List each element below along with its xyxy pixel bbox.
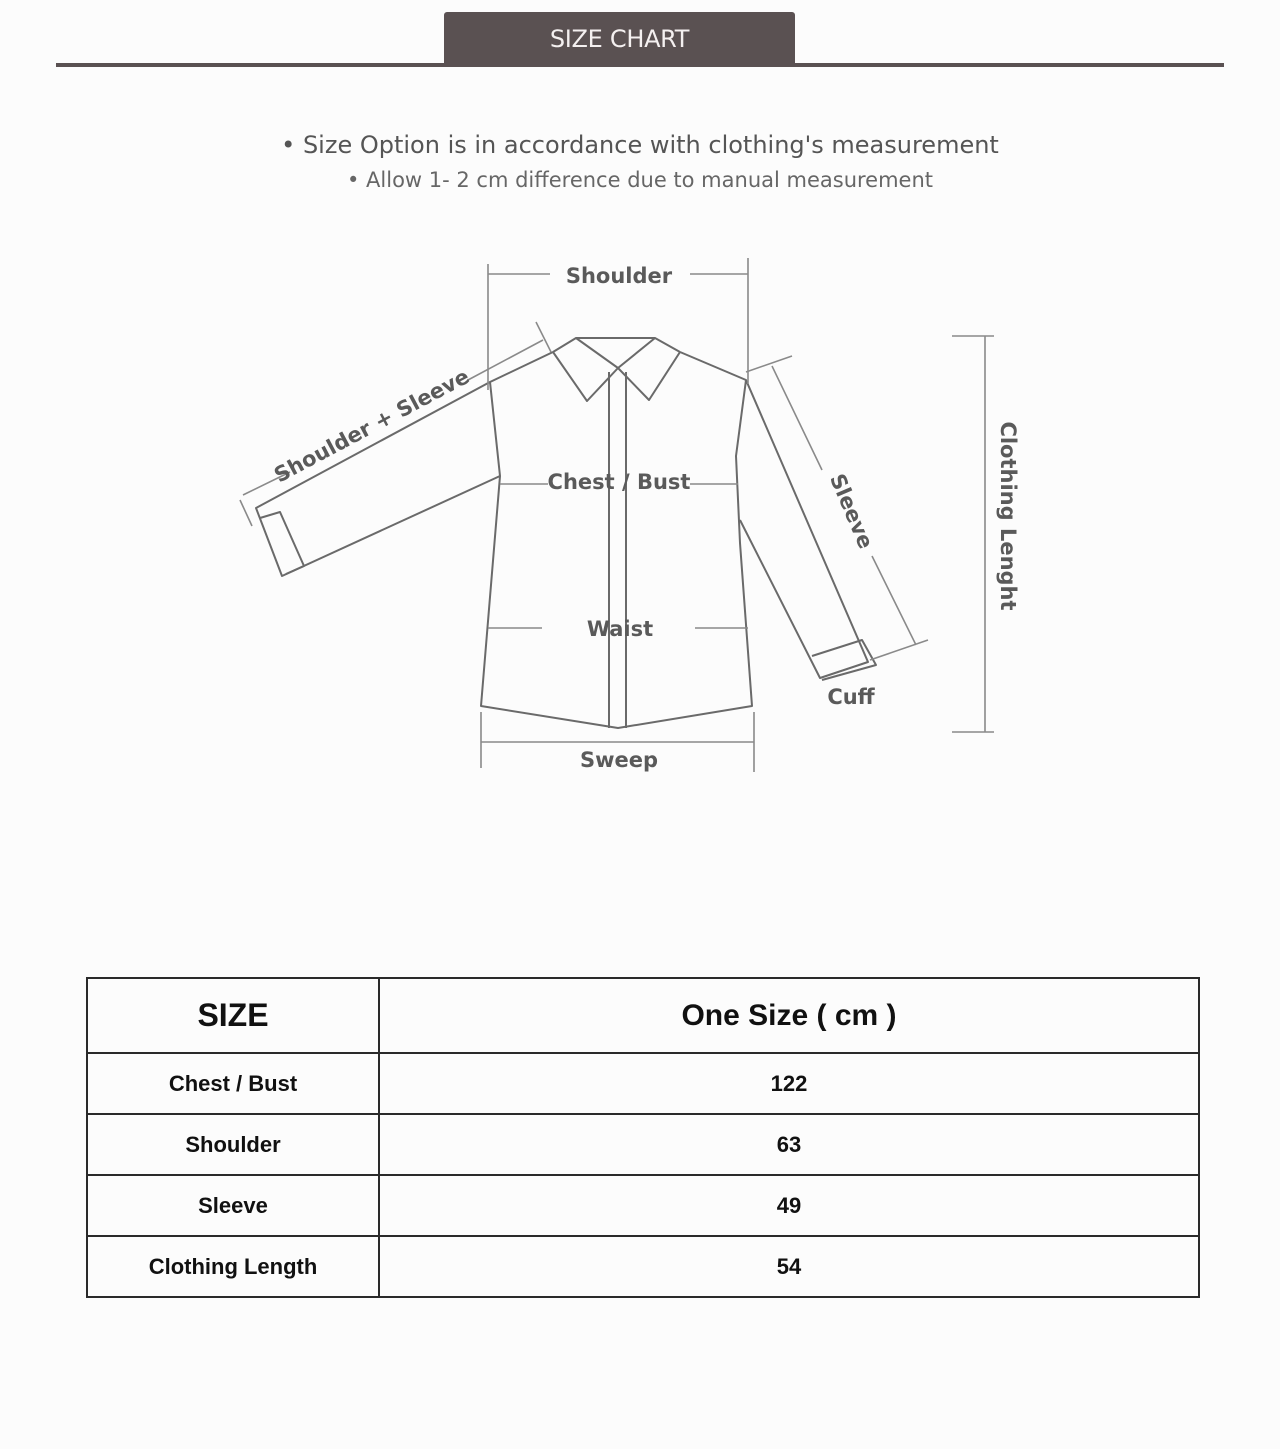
table-row: [87, 1053, 1199, 1114]
row-label: Chest / Bust: [87, 1053, 379, 1114]
row-value: 63: [379, 1114, 1199, 1175]
label-shoulder-sleeve: Shoulder + Sleeve: [270, 364, 474, 488]
note-measurement: • Size Option is in accordance with clothing's measurement: [281, 131, 999, 159]
label-sleeve: Sleeve: [825, 470, 878, 553]
row-label: Sleeve: [87, 1175, 379, 1236]
shirt-illustration: [256, 338, 876, 728]
label-chest-bust: Chest / Bust: [547, 470, 691, 494]
label-clothing-length: Clothing Lenght: [996, 421, 1020, 611]
row-label: Clothing Length: [87, 1236, 379, 1297]
label-waist: Waist: [586, 617, 654, 641]
size-table: [86, 977, 1200, 1298]
header-one-size: One Size ( cm ): [379, 978, 1199, 1053]
row-value: 54: [379, 1236, 1199, 1297]
table-row: [87, 1114, 1199, 1175]
label-sweep: Sweep: [579, 748, 659, 772]
row-value: 49: [379, 1175, 1199, 1236]
size-chart-title: SIZE CHART: [444, 12, 795, 65]
row-value: 122: [379, 1053, 1199, 1114]
note-difference: • Allow 1- 2 cm difference due to manual measurement: [346, 168, 934, 192]
dimension-lines: [240, 258, 994, 772]
row-label: Shoulder: [87, 1114, 379, 1175]
table-row: [87, 1236, 1199, 1297]
label-cuff: Cuff: [827, 685, 875, 709]
table-header-row: [87, 978, 1199, 1053]
label-shoulder: Shoulder: [565, 264, 673, 288]
table-row: [87, 1175, 1199, 1236]
header-size: SIZE: [87, 978, 379, 1053]
